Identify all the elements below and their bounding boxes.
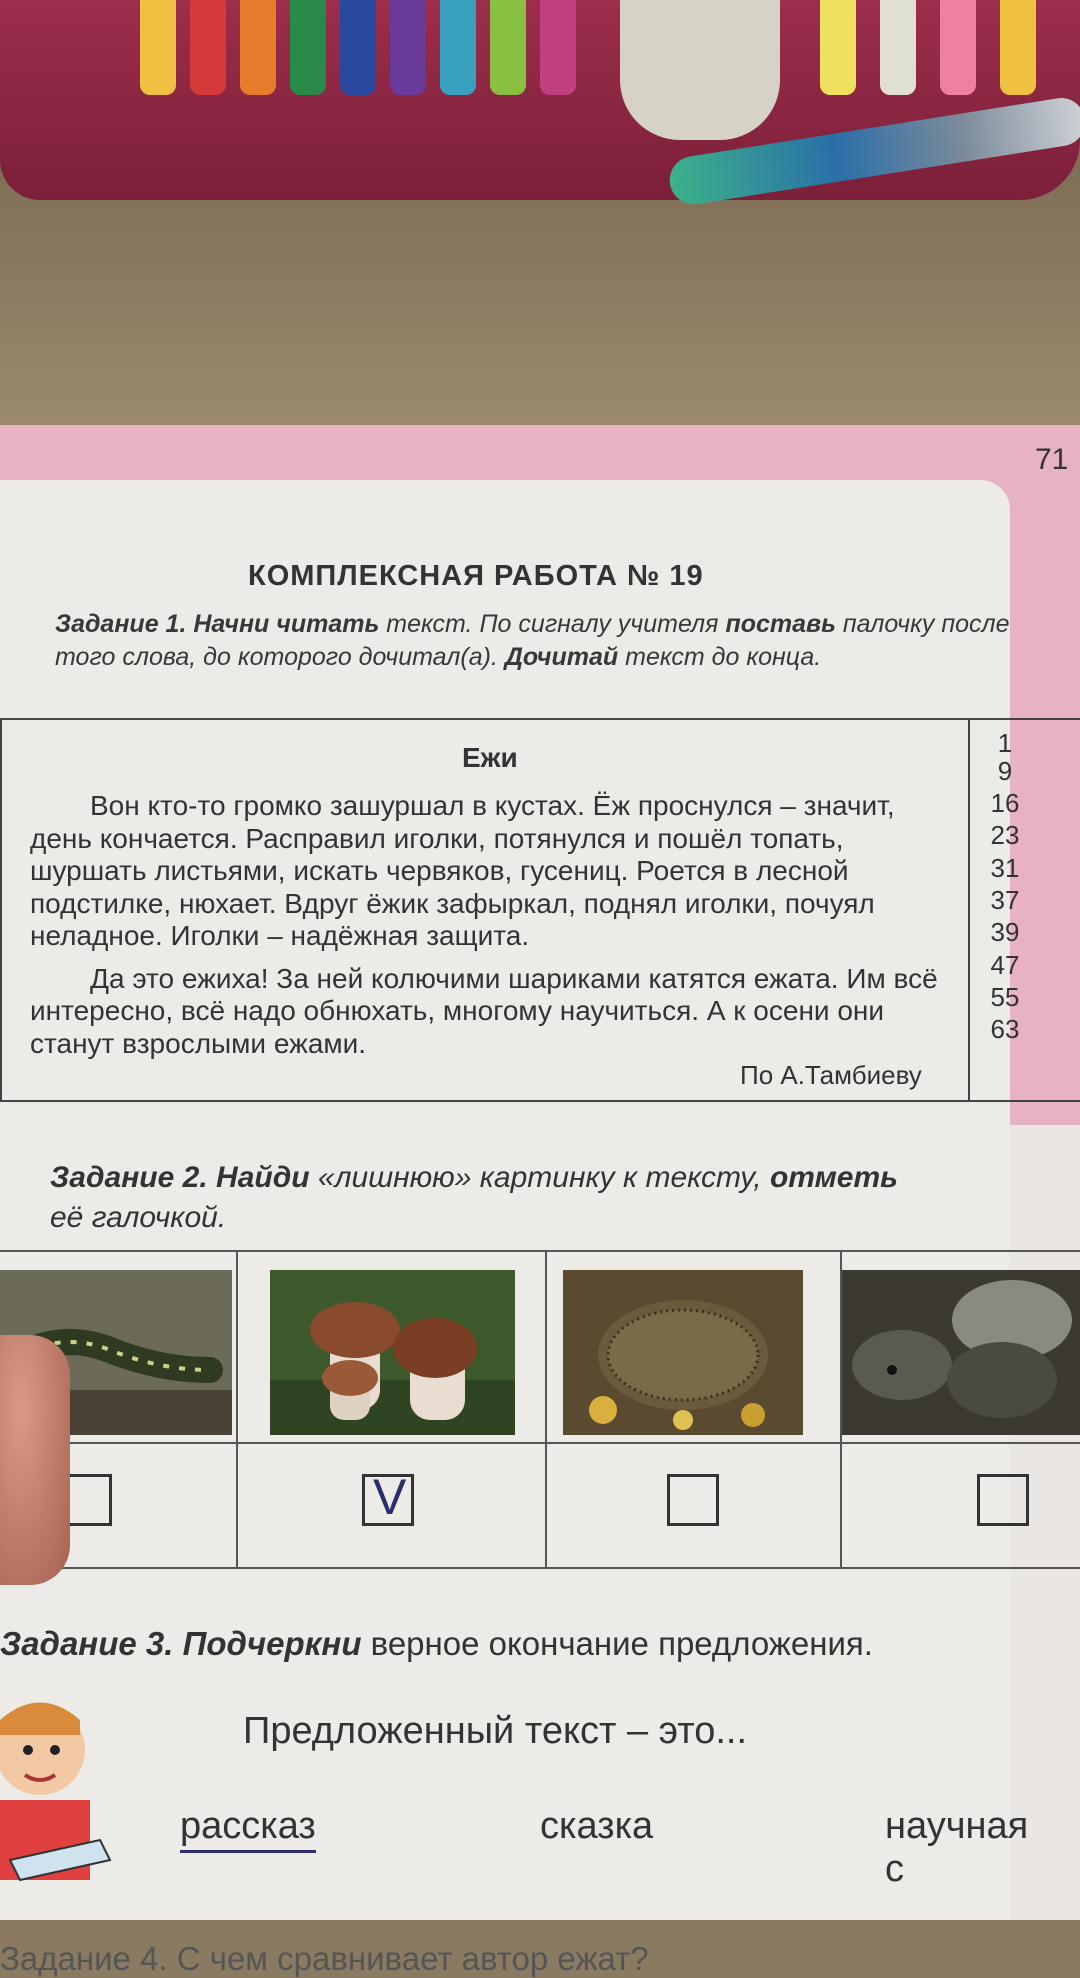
story-author: По А.Тамбиеву xyxy=(740,1060,922,1090)
picture-checkbox[interactable] xyxy=(667,1474,719,1526)
word-count: 31 xyxy=(990,853,1020,883)
task1-bold1: Начни читать xyxy=(193,610,380,638)
task2-line2: её галочкой. xyxy=(50,1201,227,1234)
answer-option[interactable]: научная с xyxy=(885,1805,1029,1890)
work-title: КОМПЛЕКСНАЯ РАБОТА № 19 xyxy=(248,560,704,592)
task1-bold3: Дочитай xyxy=(504,643,619,671)
task3-instruction xyxy=(0,1625,873,1663)
student-illustration xyxy=(0,1690,120,1890)
word-count: 16 xyxy=(990,788,1020,818)
pencil xyxy=(880,0,916,95)
hedgehog-picture xyxy=(563,1270,803,1435)
pencil xyxy=(490,0,526,95)
pencil xyxy=(940,0,976,95)
pencil xyxy=(440,0,476,95)
pencil-case xyxy=(0,0,1080,200)
picture-checkbox-checked[interactable] xyxy=(362,1469,414,1526)
task3-bold: Подчеркни xyxy=(182,1625,362,1662)
mushrooms-picture xyxy=(270,1270,515,1435)
pencil xyxy=(140,0,176,95)
story-title: Ежи xyxy=(462,742,518,773)
story-box xyxy=(0,718,1080,1102)
workbook-page xyxy=(0,425,1080,1977)
task1-text3: текст до конца. xyxy=(618,643,822,671)
box-border xyxy=(0,720,2,1100)
story-paragraph: Да это ежиха! За ней колючими шариками катятся ежата. Им всё интересно, всё надо обнюхать, многому научиться. А к осени они станут взрослыми ежами. xyxy=(30,962,938,1059)
worksheet xyxy=(0,480,1029,1977)
pencil xyxy=(1000,0,1036,95)
pencil xyxy=(290,0,326,95)
answer-option-underlined[interactable]: рассказ xyxy=(180,1805,316,1853)
answer-option[interactable]: сказка xyxy=(540,1805,654,1847)
task3-text: верное окончание предложения. xyxy=(361,1625,873,1662)
pencil xyxy=(390,0,426,95)
pencil xyxy=(190,0,226,95)
story-paragraph: Вон кто-то громко зашуршал в кустах. Ёж проснулся – значит, день кончается. Расправил иголки, потянулся и пошёл топать, шуршать листьями, искать червяков, гусениц. Роется в лесной подстилке, нюхает. Вдруг ёжик зафыркал, поднял иголки, почуял неладное. Иголки – надёжная защита. xyxy=(30,790,895,951)
task2-bold2: отметь xyxy=(769,1161,898,1194)
task1-bold2: поставь xyxy=(725,610,836,638)
task2-bold1: Найди xyxy=(216,1161,310,1194)
task3-label: Задание 3. xyxy=(0,1625,174,1662)
word-count: 23 xyxy=(990,820,1020,850)
hedgehogs-picture xyxy=(842,1270,1080,1435)
pencil xyxy=(340,0,376,95)
task2-text1: «лишнюю» картинку к тексту, xyxy=(309,1161,770,1194)
task4-instruction: Задание 4. С чем сравнивает автор ежат? xyxy=(0,1940,649,1977)
picture-table xyxy=(0,1250,1080,1569)
table-divider xyxy=(545,1252,547,1567)
picture-checkbox[interactable] xyxy=(977,1474,1029,1526)
word-count: 9 xyxy=(997,756,1013,786)
page-number: 71 xyxy=(1035,443,1069,476)
word-count: 39 xyxy=(990,917,1020,947)
task1-text2: палочку после того слова, до которого дочитал(а). xyxy=(55,610,1010,671)
table-divider xyxy=(0,1442,1080,1444)
word-count: 1 xyxy=(997,728,1013,758)
table-divider xyxy=(236,1252,238,1567)
task2-label: Задание 2. xyxy=(50,1161,208,1194)
pencil xyxy=(540,0,576,95)
story-text xyxy=(30,772,950,1060)
word-count: 55 xyxy=(990,982,1020,1012)
task1-label: Задание 1. xyxy=(55,610,187,638)
word-count-divider xyxy=(968,720,970,1100)
checkmark: V xyxy=(373,1469,407,1525)
pencil xyxy=(820,0,856,95)
word-count: 63 xyxy=(990,1014,1020,1044)
task1-text1: текст. По сигналу учителя xyxy=(379,610,726,638)
word-count: 47 xyxy=(990,950,1020,980)
finger xyxy=(0,1335,70,1585)
task1-instruction xyxy=(55,608,1015,674)
eraser xyxy=(620,0,780,140)
pencil xyxy=(240,0,276,95)
task2-instruction xyxy=(50,1158,1080,1238)
task3-prompt: Предложенный текст – это... xyxy=(243,1710,748,1752)
word-count: 37 xyxy=(990,885,1020,915)
